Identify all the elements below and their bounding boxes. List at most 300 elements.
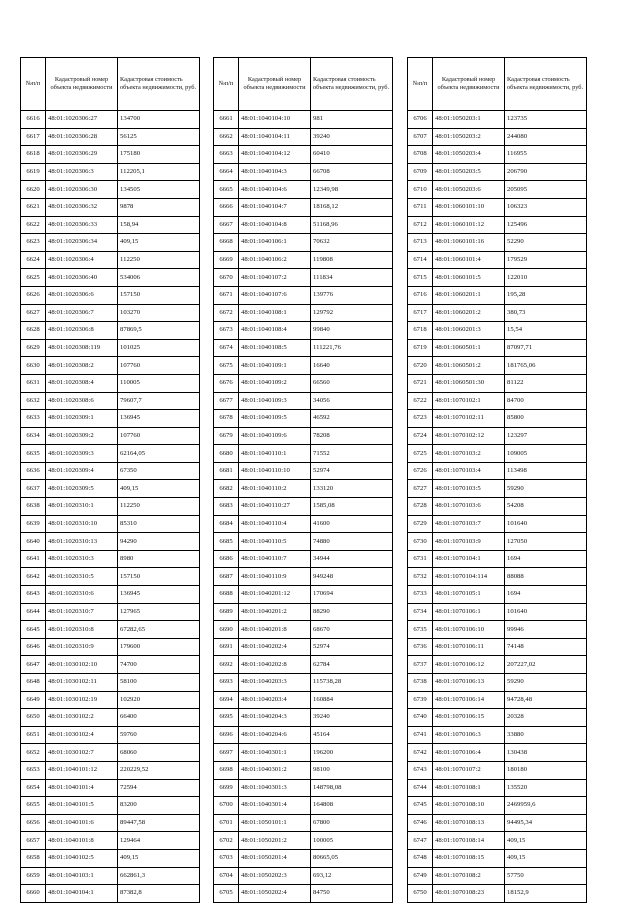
cadastral-number: 48:01:1070108:14 — [433, 832, 505, 850]
cadastral-value: 66560 — [311, 374, 393, 392]
row-number: 6725 — [408, 445, 433, 463]
cadastral-value: 110005 — [118, 374, 200, 392]
cadastral-number: 48:01:1050202:3 — [239, 867, 311, 885]
row-number: 6731 — [408, 550, 433, 568]
cadastral-value: 179600 — [118, 638, 200, 656]
cadastral-number: 48:01:1030102:7 — [46, 744, 118, 762]
cadastral-number: 48:01:1020308:6 — [46, 392, 118, 410]
cadastral-number: 48:01:1020309:2 — [46, 427, 118, 445]
table-row — [21, 304, 200, 322]
table-row — [408, 286, 587, 304]
registry-table-3 — [407, 57, 587, 903]
header-cadastral-value: Кадастровая стоимость объекта недвижимости, руб. — [311, 58, 393, 111]
table-row — [21, 638, 200, 656]
cadastral-number: 48:01:1040104:7 — [239, 198, 311, 216]
table-row — [21, 867, 200, 885]
cadastral-value: 113498 — [505, 462, 587, 480]
row-number: 6668 — [214, 234, 239, 252]
cadastral-value: 164808 — [311, 797, 393, 815]
row-number: 6694 — [214, 691, 239, 709]
row-number: 6748 — [408, 849, 433, 867]
cadastral-number: 48:01:1040101:4 — [46, 779, 118, 797]
cadastral-value: 112250 — [118, 251, 200, 269]
row-number: 6626 — [21, 286, 46, 304]
cadastral-number: 48:01:1050101:1 — [239, 814, 311, 832]
cadastral-number: 48:01:1060101:16 — [433, 234, 505, 252]
cadastral-value: 129464 — [118, 832, 200, 850]
cadastral-value: 106323 — [505, 198, 587, 216]
cadastral-number: 48:01:1040110:2 — [239, 480, 311, 498]
cadastral-value: 123735 — [505, 111, 587, 129]
cadastral-value: 207227,02 — [505, 656, 587, 674]
cadastral-number: 48:01:1020306:8 — [46, 322, 118, 340]
cadastral-number: 48:01:1040301:2 — [239, 761, 311, 779]
table-row — [214, 304, 393, 322]
table-row — [214, 427, 393, 445]
row-number: 6667 — [214, 216, 239, 234]
row-number: 6647 — [21, 656, 46, 674]
table-row — [408, 533, 587, 551]
cadastral-value: 85800 — [505, 410, 587, 428]
cadastral-value: 67350 — [118, 462, 200, 480]
row-number: 6676 — [214, 374, 239, 392]
cadastral-value: 94728,48 — [505, 691, 587, 709]
table-row — [21, 462, 200, 480]
cadastral-number: 48:01:1020310:1 — [46, 498, 118, 516]
cadastral-value: 59290 — [505, 674, 587, 692]
table-row — [214, 533, 393, 551]
cadastral-value: 45164 — [311, 726, 393, 744]
table-row — [21, 198, 200, 216]
row-number: 6684 — [214, 515, 239, 533]
table-row — [408, 498, 587, 516]
cadastral-number: 48:01:1030102:11 — [46, 674, 118, 692]
cadastral-number: 48:01:1070106:1 — [433, 603, 505, 621]
table-row — [214, 621, 393, 639]
cadastral-value: 34056 — [311, 392, 393, 410]
cadastral-number: 48:01:1070108:23 — [433, 885, 505, 903]
cadastral-number: 48:01:1040108:1 — [239, 304, 311, 322]
cadastral-value: 409,15 — [505, 832, 587, 850]
header-number: №п/п — [214, 58, 239, 111]
cadastral-number: 48:01:1060501:2 — [433, 357, 505, 375]
table-row — [21, 234, 200, 252]
table-row — [408, 392, 587, 410]
row-number: 6645 — [21, 621, 46, 639]
row-number: 6699 — [214, 779, 239, 797]
row-number: 6653 — [21, 761, 46, 779]
cadastral-number: 48:01:1040104:8 — [239, 216, 311, 234]
cadastral-value: 84700 — [505, 392, 587, 410]
cadastral-value: 12349,98 — [311, 181, 393, 199]
table-row — [21, 339, 200, 357]
row-number: 6740 — [408, 709, 433, 727]
cadastral-value: 115738,28 — [311, 674, 393, 692]
table-row — [214, 603, 393, 621]
row-number: 6712 — [408, 216, 433, 234]
row-number: 6691 — [214, 638, 239, 656]
table-row — [408, 744, 587, 762]
cadastral-value: 134505 — [118, 181, 200, 199]
table-row — [214, 849, 393, 867]
row-number: 6636 — [21, 462, 46, 480]
cadastral-number: 48:01:1040102:5 — [46, 849, 118, 867]
table-row — [21, 832, 200, 850]
cadastral-value: 99840 — [311, 322, 393, 340]
table-row — [408, 251, 587, 269]
cadastral-number: 48:01:1040109:6 — [239, 427, 311, 445]
cadastral-number: 48:01:1060201:1 — [433, 286, 505, 304]
row-number: 6630 — [21, 357, 46, 375]
row-number: 6747 — [408, 832, 433, 850]
row-number: 6642 — [21, 568, 46, 586]
table-row — [408, 163, 587, 181]
cadastral-value: 16640 — [311, 357, 393, 375]
row-number: 6671 — [214, 286, 239, 304]
registry-table-2 — [213, 57, 393, 903]
cadastral-value: 81122 — [505, 374, 587, 392]
cadastral-number: 48:01:1050203:6 — [433, 181, 505, 199]
row-number: 6683 — [214, 498, 239, 516]
table-row — [21, 568, 200, 586]
row-number: 6706 — [408, 111, 433, 129]
row-number: 6745 — [408, 797, 433, 815]
table-row — [214, 709, 393, 727]
row-number: 6616 — [21, 111, 46, 129]
cadastral-number: 48:01:1020306:3 — [46, 163, 118, 181]
row-number: 6711 — [408, 198, 433, 216]
row-number: 6722 — [408, 392, 433, 410]
cadastral-value: 78208 — [311, 427, 393, 445]
table-row — [214, 181, 393, 199]
row-number: 6726 — [408, 462, 433, 480]
cadastral-value: 127050 — [505, 533, 587, 551]
cadastral-value: 127965 — [118, 603, 200, 621]
row-number: 6708 — [408, 146, 433, 164]
cadastral-value: 58100 — [118, 674, 200, 692]
cadastral-value: 62784 — [311, 656, 393, 674]
row-number: 6704 — [214, 867, 239, 885]
table-row — [214, 885, 393, 903]
table-row — [21, 814, 200, 832]
header-number: №п/п — [408, 58, 433, 111]
table-row — [408, 603, 587, 621]
row-number: 6702 — [214, 832, 239, 850]
cadastral-value: 100005 — [311, 832, 393, 850]
row-number: 6692 — [214, 656, 239, 674]
row-number: 6705 — [214, 885, 239, 903]
row-number: 6719 — [408, 339, 433, 357]
cadastral-value: 109005 — [505, 445, 587, 463]
table-row — [408, 322, 587, 340]
table-row — [408, 480, 587, 498]
row-number: 6675 — [214, 357, 239, 375]
cadastral-value: 79607,7 — [118, 392, 200, 410]
cadastral-value: 949248 — [311, 568, 393, 586]
row-number: 6737 — [408, 656, 433, 674]
row-number: 6660 — [21, 885, 46, 903]
cadastral-number: 48:01:1070103:4 — [433, 462, 505, 480]
cadastral-number: 48:01:1070108:10 — [433, 797, 505, 815]
cadastral-value: 103270 — [118, 304, 200, 322]
cadastral-value: 107760 — [118, 427, 200, 445]
cadastral-value: 46592 — [311, 410, 393, 428]
cadastral-number: 48:01:1020306:6 — [46, 286, 118, 304]
cadastral-number: 48:01:1040301:4 — [239, 797, 311, 815]
table-row — [408, 621, 587, 639]
cadastral-value: 33880 — [505, 726, 587, 744]
cadastral-value: 1585,08 — [311, 498, 393, 516]
row-number: 6732 — [408, 568, 433, 586]
cadastral-number: 48:01:1040101:5 — [46, 797, 118, 815]
row-number: 6635 — [21, 445, 46, 463]
table-row — [21, 111, 200, 129]
cadastral-value: 59760 — [118, 726, 200, 744]
table-row — [408, 181, 587, 199]
table-row — [408, 656, 587, 674]
cadastral-value: 409,15 — [505, 849, 587, 867]
row-number: 6666 — [214, 198, 239, 216]
row-number: 6661 — [214, 111, 239, 129]
cadastral-value: 101640 — [505, 515, 587, 533]
cadastral-value: 662861,3 — [118, 867, 200, 885]
cadastral-number: 48:01:1040104:1 — [46, 885, 118, 903]
cadastral-number: 48:01:1020309:4 — [46, 462, 118, 480]
row-number: 6672 — [214, 304, 239, 322]
cadastral-value: 94290 — [118, 533, 200, 551]
cadastral-value: 87382,8 — [118, 885, 200, 903]
table-row — [408, 568, 587, 586]
cadastral-number: 48:01:1050203:2 — [433, 128, 505, 146]
row-number: 6643 — [21, 586, 46, 604]
cadastral-value: 34944 — [311, 550, 393, 568]
table-row — [408, 515, 587, 533]
row-number: 6717 — [408, 304, 433, 322]
row-number: 6648 — [21, 674, 46, 692]
row-number: 6696 — [214, 726, 239, 744]
cadastral-number: 48:01:1070106:14 — [433, 691, 505, 709]
row-number: 6693 — [214, 674, 239, 692]
table-row — [408, 128, 587, 146]
row-number: 6639 — [21, 515, 46, 533]
cadastral-value: 74700 — [118, 656, 200, 674]
cadastral-value: 52290 — [505, 234, 587, 252]
cadastral-number: 48:01:1040106:1 — [239, 234, 311, 252]
cadastral-number: 48:01:1020310:8 — [46, 621, 118, 639]
table-header — [21, 58, 200, 111]
row-number: 6619 — [21, 163, 46, 181]
row-number: 6657 — [21, 832, 46, 850]
header-cadastral-number: Кадастровый номер объекта недвижимости — [433, 58, 505, 111]
cadastral-number: 48:01:1070106:11 — [433, 638, 505, 656]
cadastral-value: 57750 — [505, 867, 587, 885]
cadastral-value: 39240 — [311, 709, 393, 727]
row-number: 6698 — [214, 761, 239, 779]
row-number: 6640 — [21, 533, 46, 551]
cadastral-value: 180180 — [505, 761, 587, 779]
cadastral-number: 48:01:1070106:15 — [433, 709, 505, 727]
row-number: 6730 — [408, 533, 433, 551]
cadastral-number: 48:01:1070104:1 — [433, 550, 505, 568]
table-row — [21, 322, 200, 340]
table-row — [214, 374, 393, 392]
cadastral-number: 48:01:1070106:10 — [433, 621, 505, 639]
cadastral-value: 60410 — [311, 146, 393, 164]
table-row — [214, 339, 393, 357]
table-row — [408, 198, 587, 216]
table-row — [214, 269, 393, 287]
cadastral-value: 122010 — [505, 269, 587, 287]
cadastral-value: 18152,9 — [505, 885, 587, 903]
cadastral-number: 48:01:1040201:12 — [239, 586, 311, 604]
table-row — [214, 410, 393, 428]
cadastral-number: 48:01:1040107:2 — [239, 269, 311, 287]
cadastral-number: 48:01:1070105:1 — [433, 586, 505, 604]
table-row — [214, 462, 393, 480]
cadastral-value: 8980 — [118, 550, 200, 568]
cadastral-number: 48:01:1050203:1 — [433, 111, 505, 129]
row-number: 6638 — [21, 498, 46, 516]
cadastral-value: 123297 — [505, 427, 587, 445]
table-row — [21, 656, 200, 674]
row-number: 6618 — [21, 146, 46, 164]
table-row — [21, 286, 200, 304]
table-row — [214, 445, 393, 463]
row-number: 6670 — [214, 269, 239, 287]
table-row — [21, 533, 200, 551]
header-cadastral-number: Кадастровый номер объекта недвижимости — [46, 58, 118, 111]
row-number: 6750 — [408, 885, 433, 903]
row-number: 6620 — [21, 181, 46, 199]
table-row — [21, 498, 200, 516]
row-number: 6738 — [408, 674, 433, 692]
cadastral-number: 48:01:1060101:12 — [433, 216, 505, 234]
table-header — [408, 58, 587, 111]
table-row — [214, 726, 393, 744]
table-row — [408, 462, 587, 480]
cadastral-number: 48:01:1020306:32 — [46, 198, 118, 216]
row-number: 6646 — [21, 638, 46, 656]
cadastral-number: 48:01:1040110:5 — [239, 533, 311, 551]
row-number: 6744 — [408, 779, 433, 797]
cadastral-value: 175180 — [118, 146, 200, 164]
cadastral-number: 48:01:1070108:13 — [433, 814, 505, 832]
table-row — [408, 638, 587, 656]
row-number: 6621 — [21, 198, 46, 216]
cadastral-number: 48:01:1040201:8 — [239, 621, 311, 639]
row-number: 6650 — [21, 709, 46, 727]
cadastral-value: 111221,76 — [311, 339, 393, 357]
cadastral-number: 48:01:1070104:114 — [433, 568, 505, 586]
table-row — [214, 216, 393, 234]
header-cadastral-value: Кадастровая стоимость объекта недвижимости, руб. — [505, 58, 587, 111]
cadastral-value: 66400 — [118, 709, 200, 727]
row-number: 6681 — [214, 462, 239, 480]
cadastral-number: 48:01:1060501:1 — [433, 339, 505, 357]
cadastral-number: 48:01:1040110:7 — [239, 550, 311, 568]
cadastral-value: 74880 — [311, 533, 393, 551]
cadastral-number: 48:01:1040110:4 — [239, 515, 311, 533]
cadastral-value: 18168,12 — [311, 198, 393, 216]
cadastral-value: 136945 — [118, 586, 200, 604]
table-row — [408, 761, 587, 779]
cadastral-value: 135520 — [505, 779, 587, 797]
table-row — [21, 181, 200, 199]
table-row — [214, 357, 393, 375]
cadastral-value: 244080 — [505, 128, 587, 146]
cadastral-value: 87869,5 — [118, 322, 200, 340]
cadastral-number: 48:01:1020306:33 — [46, 216, 118, 234]
table-row — [408, 691, 587, 709]
cadastral-value: 125496 — [505, 216, 587, 234]
cadastral-value: 157150 — [118, 568, 200, 586]
cadastral-value: 80665,05 — [311, 849, 393, 867]
cadastral-value: 409,15 — [118, 849, 200, 867]
row-number: 6739 — [408, 691, 433, 709]
row-number: 6718 — [408, 322, 433, 340]
table-row — [408, 586, 587, 604]
row-number: 6633 — [21, 410, 46, 428]
row-number: 6674 — [214, 339, 239, 357]
cadastral-number: 48:01:1060201:2 — [433, 304, 505, 322]
cadastral-number: 48:01:1040104:10 — [239, 111, 311, 129]
row-number: 6697 — [214, 744, 239, 762]
cadastral-number: 48:01:1020306:29 — [46, 146, 118, 164]
cadastral-number: 48:01:1040109:3 — [239, 392, 311, 410]
cadastral-number: 48:01:1070108:15 — [433, 849, 505, 867]
table-row — [408, 339, 587, 357]
table-row — [214, 674, 393, 692]
cadastral-number: 48:01:1060101:10 — [433, 198, 505, 216]
row-number: 6632 — [21, 392, 46, 410]
cadastral-number: 48:01:1070102:1 — [433, 392, 505, 410]
table-row — [408, 779, 587, 797]
cadastral-number: 48:01:1040104:12 — [239, 146, 311, 164]
cadastral-number: 48:01:1050203:5 — [433, 163, 505, 181]
row-number: 6724 — [408, 427, 433, 445]
cadastral-number: 48:01:1020308:4 — [46, 374, 118, 392]
cadastral-value: 101640 — [505, 603, 587, 621]
table-row — [408, 726, 587, 744]
table-row — [214, 656, 393, 674]
cadastral-number: 48:01:1020310:10 — [46, 515, 118, 533]
row-number: 6655 — [21, 797, 46, 815]
cadastral-value: 116955 — [505, 146, 587, 164]
cadastral-value: 160884 — [311, 691, 393, 709]
cadastral-value: 119808 — [311, 251, 393, 269]
cadastral-value: 52974 — [311, 638, 393, 656]
cadastral-number: 48:01:1030102:10 — [46, 656, 118, 674]
cadastral-value: 68670 — [311, 621, 393, 639]
row-number: 6720 — [408, 357, 433, 375]
table-row — [21, 251, 200, 269]
row-number: 6746 — [408, 814, 433, 832]
row-number: 6714 — [408, 251, 433, 269]
table-row — [214, 744, 393, 762]
table-row — [214, 163, 393, 181]
table-row — [408, 797, 587, 815]
cadastral-value: 70632 — [311, 234, 393, 252]
cadastral-value: 83200 — [118, 797, 200, 815]
table-row — [21, 146, 200, 164]
table-row — [21, 515, 200, 533]
row-number: 6707 — [408, 128, 433, 146]
row-number: 6735 — [408, 621, 433, 639]
cadastral-value: 1694 — [505, 550, 587, 568]
table-row — [21, 427, 200, 445]
cadastral-number: 48:01:1040101:6 — [46, 814, 118, 832]
table-row — [21, 550, 200, 568]
